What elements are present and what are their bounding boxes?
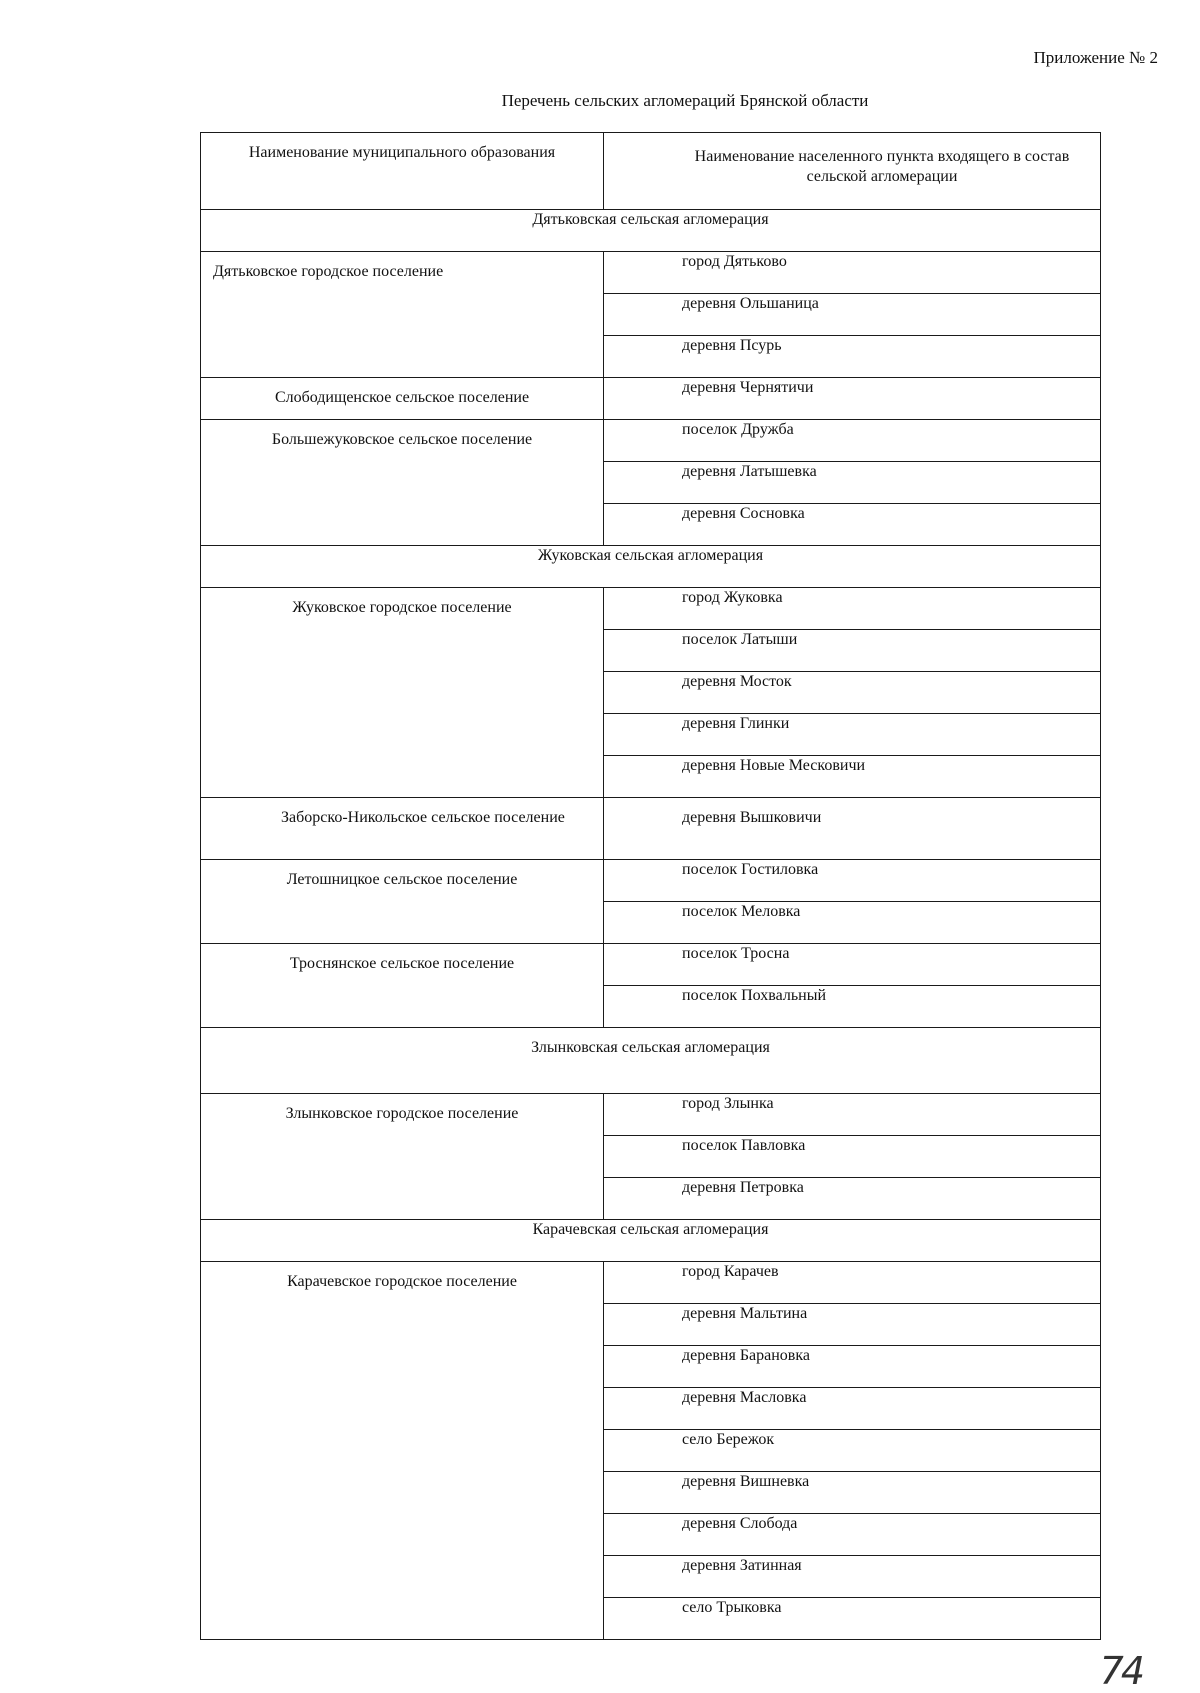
- group-row: [201, 546, 1101, 588]
- municipality-cell: Карачевское городское поселение: [201, 1262, 604, 1640]
- municipality-cell: Летошницкое сельское поселение: [201, 860, 604, 944]
- column-header-municipality: Наименование муниципального образования: [201, 133, 604, 210]
- group-title: Жуковская сельская агломерация: [201, 546, 1101, 588]
- settlement-cell: поселок Латыши: [604, 630, 1101, 672]
- table-row: [201, 798, 1101, 860]
- settlement-cell: село Бережок: [604, 1430, 1101, 1472]
- settlement-cell: город Карачев: [604, 1262, 1101, 1304]
- settlement-cell: поселок Дружба: [604, 420, 1101, 462]
- table-row: [201, 860, 1101, 902]
- settlement-cell: деревня Барановка: [604, 1346, 1101, 1388]
- settlement-cell: деревня Сосновка: [604, 504, 1101, 546]
- settlement-cell: поселок Похвальный: [604, 986, 1101, 1028]
- agglomeration-table: [200, 132, 1101, 1640]
- settlement-cell: деревня Глинки: [604, 714, 1101, 756]
- settlement-cell: деревня Петровка: [604, 1178, 1101, 1220]
- table-row: [201, 252, 1101, 294]
- settlement-cell: город Злынка: [604, 1094, 1101, 1136]
- handwritten-page-number: 74: [1099, 1649, 1142, 1693]
- settlement-cell: деревня Масловка: [604, 1388, 1101, 1430]
- table-row: [201, 588, 1101, 630]
- group-row: [201, 1220, 1101, 1262]
- settlement-cell: деревня Мальтина: [604, 1304, 1101, 1346]
- settlement-cell: деревня Псурь: [604, 336, 1101, 378]
- municipality-cell: Троснянское сельское поселение: [201, 944, 604, 1028]
- settlement-cell: деревня Ольшаница: [604, 294, 1101, 336]
- settlement-cell: деревня Слобода: [604, 1514, 1101, 1556]
- table-row: [201, 1094, 1101, 1136]
- settlement-cell: город Жуковка: [604, 588, 1101, 630]
- table-row: [201, 1262, 1101, 1304]
- table-row: [201, 420, 1101, 462]
- group-title: Дятьковская сельская агломерация: [201, 210, 1101, 252]
- settlement-cell: деревня Латышевка: [604, 462, 1101, 504]
- settlement-cell: деревня Вишневка: [604, 1472, 1101, 1514]
- municipality-cell: [201, 798, 604, 860]
- settlement-cell: деревня Чернятичи: [604, 378, 1101, 420]
- group-row: [201, 1028, 1101, 1094]
- settlement-cell: поселок Павловка: [604, 1136, 1101, 1178]
- column-header-settlement: Наименование населенного пункта входящего в состав сельской агломерации: [604, 133, 1101, 210]
- municipality-cell: Злынковское городское поселение: [201, 1094, 604, 1220]
- document-title: Перечень сельских агломераций Брянской области: [501, 91, 869, 110]
- group-row: [201, 210, 1101, 252]
- settlement-cell: деревня Мосток: [604, 672, 1101, 714]
- settlement-cell: город Дятьково: [604, 252, 1101, 294]
- table-row: [201, 944, 1101, 986]
- municipality-cell: Жуковское городское поселение: [201, 588, 604, 798]
- municipality-cell: Большежуковское сельское поселение: [201, 420, 604, 546]
- settlement-cell: поселок Меловка: [604, 902, 1101, 944]
- municipality-label: Заборско-Никольское сельское поселение: [281, 809, 565, 826]
- settlement-cell: поселок Тросна: [604, 944, 1101, 986]
- settlement-cell: деревня Затинная: [604, 1556, 1101, 1598]
- appendix-number: Приложение № 2: [1033, 48, 1158, 67]
- table-header-row: [201, 133, 1101, 210]
- settlement-cell: деревня Новые Месковичи: [604, 756, 1101, 798]
- table-row: [201, 378, 1101, 420]
- municipality-cell: Слободищенское сельское поселение: [201, 378, 604, 420]
- group-title: Карачевская сельская агломерация: [201, 1220, 1101, 1262]
- settlement-cell: деревня Вышковичи: [604, 798, 1101, 860]
- settlement-cell: село Трыковка: [604, 1598, 1101, 1640]
- settlement-cell: поселок Гостиловка: [604, 860, 1101, 902]
- group-title: Злынковская сельская агломерация: [201, 1028, 1101, 1094]
- municipality-cell: Дятьковское городское поселение: [201, 252, 604, 378]
